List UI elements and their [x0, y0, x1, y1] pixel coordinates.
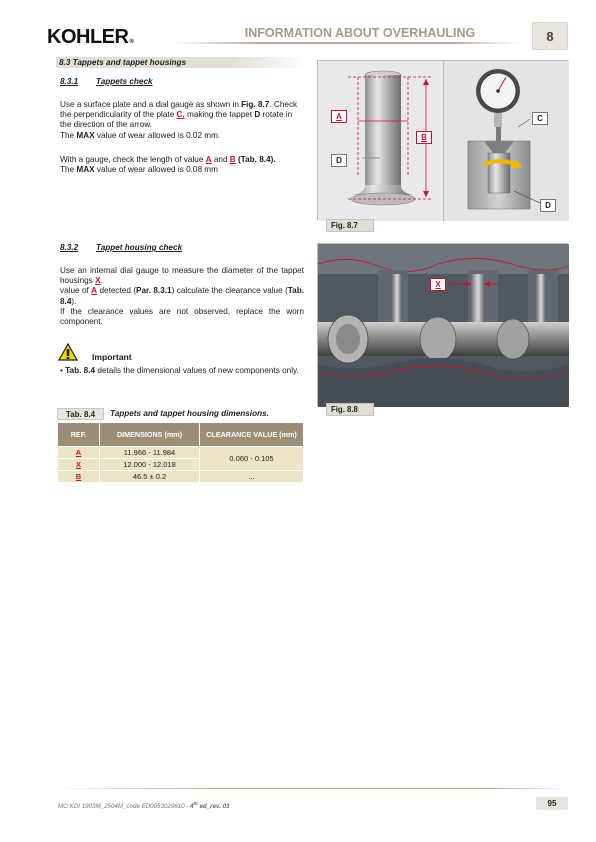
dimension-cell: 12.000 - 12.018	[100, 459, 200, 471]
header-clearance: CLEARANCE VALUE (mm)	[200, 423, 304, 447]
ref-cell: B	[58, 471, 100, 483]
footer-document-code: MO KDI 1903M_2504M_code ED0053029610 - 4th ed_rev. 03	[58, 801, 230, 811]
page-header-title: INFORMATION ABOUT OVERHAULING	[244, 26, 476, 40]
paragraph-tappets-check-2: With a gauge, check the length of value A and B (Tab. 8.4). The MAX value of wear allowed is 0.08 mm	[60, 155, 276, 175]
header-dimensions: DIMENSIONS (mm)	[100, 423, 200, 447]
chapter-number: 8	[532, 22, 568, 50]
callout-x: X	[430, 278, 446, 291]
figure-8-7-label: Fig. 8.7	[326, 219, 374, 232]
callout-a: A	[331, 110, 347, 123]
table-row	[58, 447, 304, 459]
section-title-bar	[56, 57, 308, 68]
dimension-cell: 46.5 ± 0.2	[100, 471, 200, 483]
paragraph-housing-check-2: If the clearance values are not observed, replace the worn component.	[60, 307, 304, 327]
page-number: 95	[536, 797, 568, 810]
clearance-cell: ...	[200, 471, 304, 483]
important-note: • Tab. 8.4 details the dimensional values of new components only.	[60, 366, 299, 375]
kohler-logo: KOHLER®	[47, 26, 134, 48]
paragraph-tappets-check-1: Use a surface plate and a dial gauge as shown in Fig. 8.7. Check the perpendicularity of the plate C, making the tappet D rotate in the direction of the arrow. The MAX value of wear allowed is 0.02 mm.	[60, 100, 298, 140]
table-row	[58, 471, 304, 483]
ref-cell: X	[58, 459, 100, 471]
section-title: 8.3 Tappets and tappet housings	[59, 58, 187, 67]
subsection-heading-831: 8.3.1 Tappets check	[60, 77, 153, 86]
subsection-heading-832: 8.3.2 Tappet housing check	[60, 243, 183, 252]
tappet-housing-illustration	[318, 244, 569, 407]
header-ref: REF.	[58, 423, 100, 447]
figure-8-7	[317, 60, 568, 220]
callout-b: B	[416, 131, 432, 144]
table-label: Tab. 8.4	[57, 408, 104, 420]
ref-cell: A	[58, 447, 100, 459]
table-header-row	[58, 423, 304, 447]
header-divider	[172, 42, 520, 44]
dimension-cell: 11.966 - 11.984	[100, 447, 200, 459]
table-caption: Tappets and tappet housing dimensions.	[110, 409, 269, 418]
figure-8-8	[317, 243, 568, 406]
callout-d: D	[331, 154, 347, 167]
warning-icon	[58, 343, 78, 361]
callout-d-right: D	[540, 199, 556, 212]
paragraph-housing-check-1: Use an internal dial gauge to measure the diameter of the tappet housings X. value of A detected (Par. 8.3.1) calculate the clearance value (Tab. 8.4).	[60, 266, 304, 306]
callout-c: C	[532, 112, 548, 125]
tappet-gauge-illustration	[318, 61, 569, 221]
dimensions-table	[57, 422, 304, 483]
clearance-cell: 0.060 - 0.105	[200, 447, 304, 471]
important-heading: Important	[92, 352, 132, 362]
figure-8-8-label: Fig. 8.8	[326, 403, 374, 416]
footer-divider	[56, 788, 568, 789]
